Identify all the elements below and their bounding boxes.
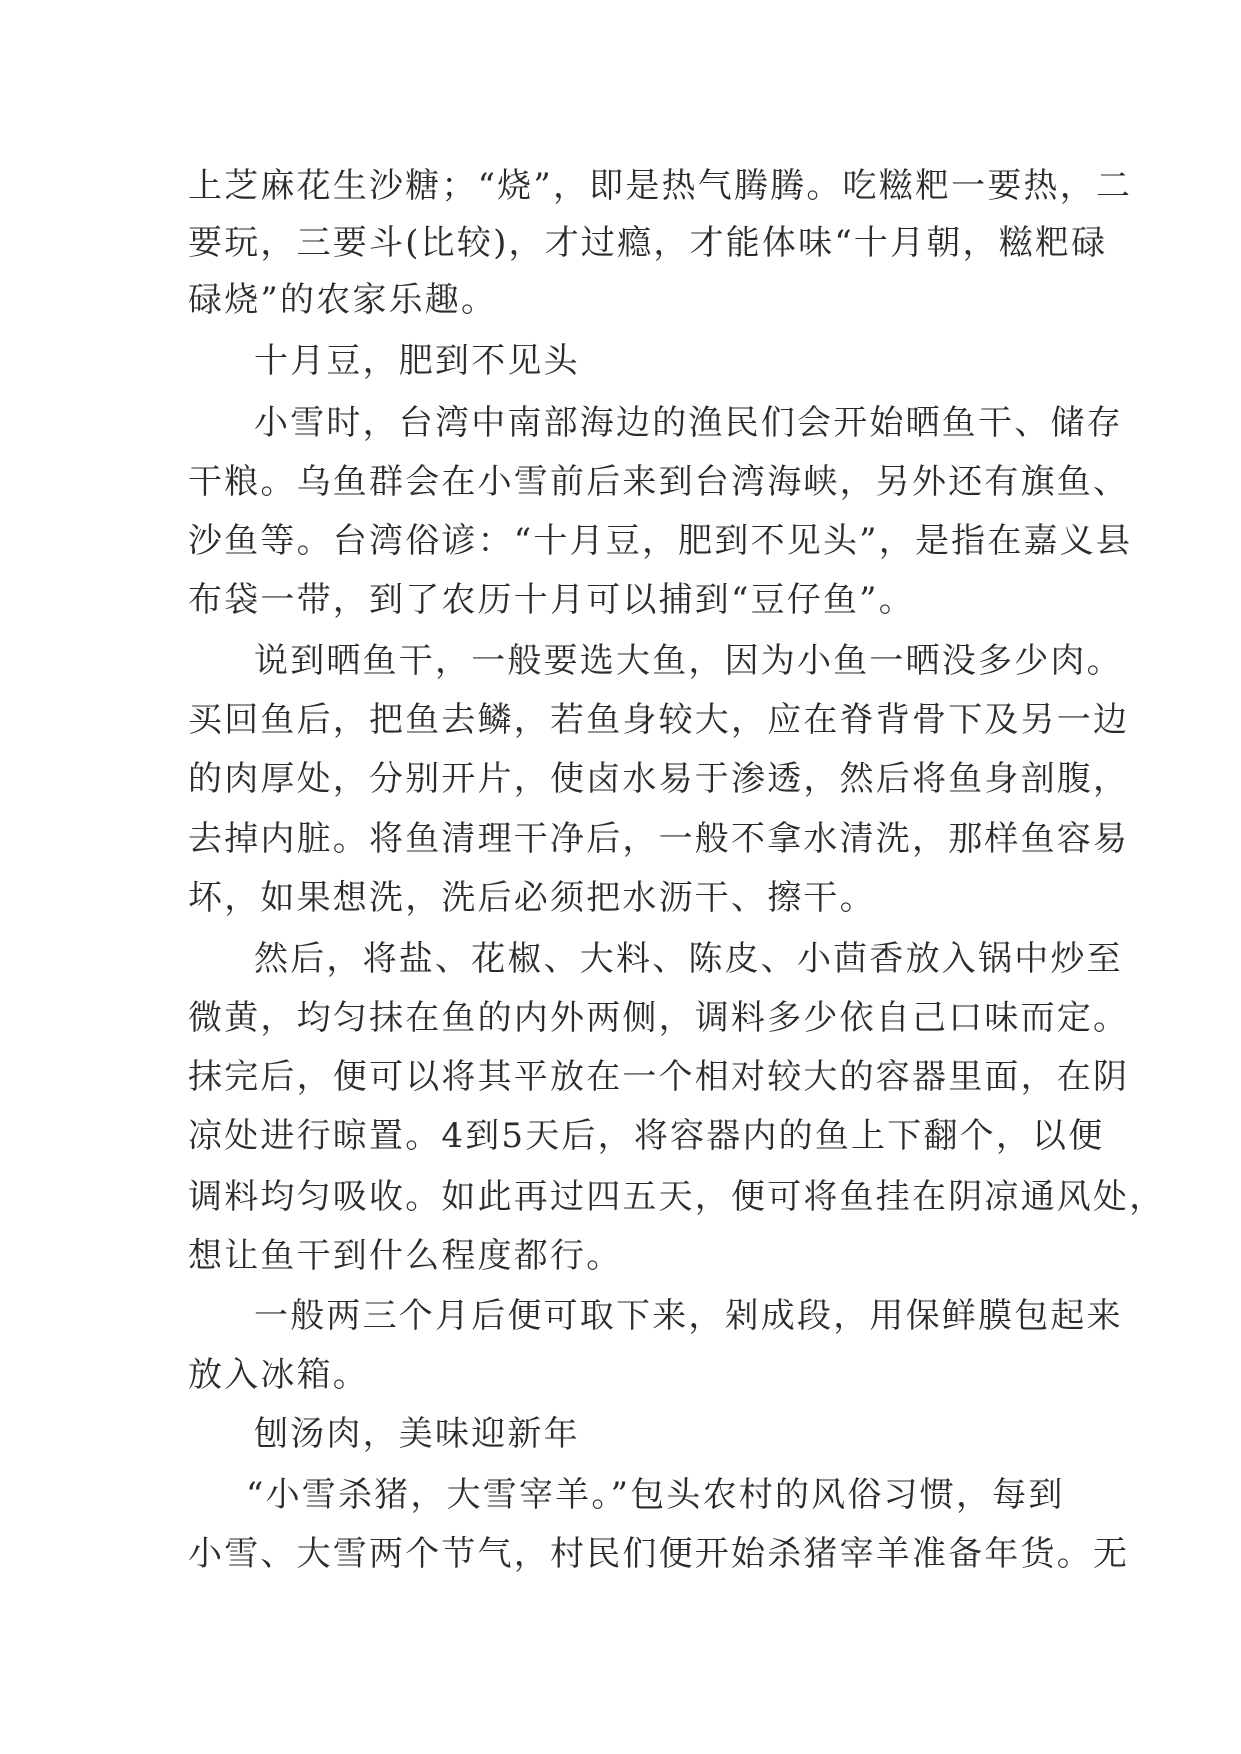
paragraph-line: 说到晒鱼干，一般要选大鱼，因为小鱼一晒没多少肉。 <box>254 641 1123 681</box>
paragraph-line: 调料均匀吸收。如此再过四五天，便可将鱼挂在阴凉通风处， <box>188 1177 1166 1217</box>
paragraph-line: 凉处进行晾置。4到5天后，将容器内的鱼上下翻个，以便 <box>188 1116 1105 1156</box>
paragraph-line: 一般两三个月后便可取下来，剁成段，用保鲜膜包起来 <box>254 1296 1123 1336</box>
paragraph-line: “小雪杀猪，大雪宰羊。”包头农村的风俗习惯，每到 <box>246 1475 1065 1515</box>
paragraph-line: 然后，将盐、花椒、大料、陈皮、小茴香放入锅中炒至 <box>254 939 1123 979</box>
paragraph-line: 微黄，均匀抹在鱼的内外两侧，调料多少依自己口味而定。 <box>188 998 1130 1038</box>
paragraph-line: 放入冰箱。 <box>188 1355 369 1395</box>
paragraph-line: 干粮。乌鱼群会在小雪前后来到台湾海峡，另外还有旗鱼、 <box>188 462 1130 502</box>
section-heading: 十月豆，肥到不见头 <box>254 341 580 381</box>
paragraph-line: 想让鱼干到什么程度都行。 <box>188 1236 623 1276</box>
paragraph-line: 小雪时，台湾中南部海边的渔民们会开始晒鱼干、储存 <box>254 403 1123 443</box>
paragraph-line: 坏，如果想洗，洗后必须把水沥干、擦干。 <box>188 878 876 918</box>
paragraph-line: 碌烧”的农家乐趣。 <box>188 280 498 320</box>
paragraph-line: 上芝麻花生沙糖；“烧”，即是热气腾腾。吃糍粑一要热，二 <box>188 166 1133 206</box>
paragraph-line: 沙鱼等。台湾俗谚：“十月豆，肥到不见头”，是指在嘉义县 <box>188 521 1133 561</box>
paragraph-line: 去掉内脏。将鱼清理干净后，一般不拿水清洗，那样鱼容易 <box>188 819 1130 859</box>
paragraph-line: 布袋一带，到了农历十月可以捕到“豆仔鱼”。 <box>188 580 915 620</box>
paragraph-line: 的肉厚处，分别开片，使卤水易于渗透，然后将鱼身剖腹， <box>188 759 1130 799</box>
paragraph-line: 要玩，三要斗(比较)，才过瘾，才能体味“十月朝，糍粑碌 <box>188 223 1108 263</box>
paragraph-line: 买回鱼后，把鱼去鳞，若鱼身较大，应在脊背骨下及另一边 <box>188 700 1130 740</box>
section-heading: 刨汤肉，美味迎新年 <box>254 1414 580 1454</box>
paragraph-line: 抹完后，便可以将其平放在一个相对较大的容器里面，在阴 <box>188 1057 1130 1097</box>
paragraph-line: 小雪、大雪两个节气，村民们便开始杀猪宰羊准备年货。无 <box>188 1534 1130 1574</box>
